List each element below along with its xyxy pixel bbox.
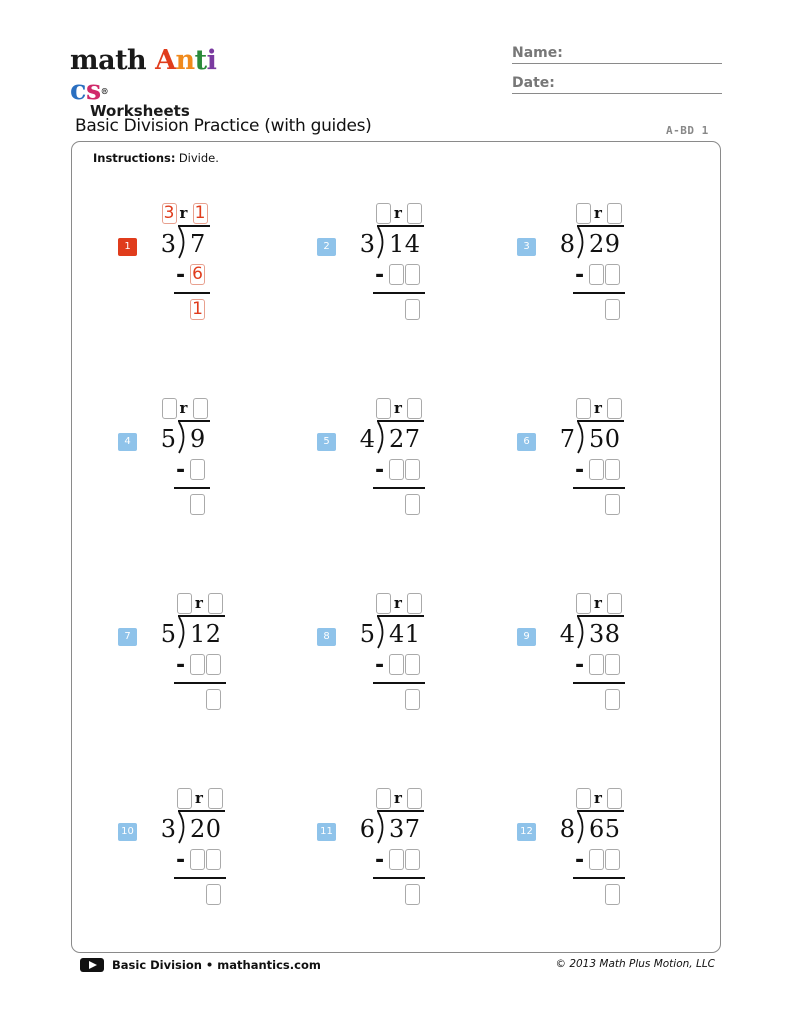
division-bracket — [175, 616, 191, 649]
difference-box[interactable] — [605, 494, 620, 515]
logo-letter: A — [155, 45, 176, 76]
subtraction-line — [573, 682, 625, 684]
division-problem — [317, 393, 477, 523]
quotient-box[interactable] — [177, 788, 192, 809]
subtraction-line — [573, 292, 625, 294]
footer-text: Basic Division • mathantics.com — [112, 958, 321, 972]
dividend: 9 — [190, 425, 206, 453]
divisor: 8 — [559, 815, 575, 843]
problem-number-badge: 11 — [317, 823, 336, 841]
division-problem — [317, 198, 477, 328]
difference-box[interactable] — [605, 299, 620, 320]
remainder-box[interactable] — [407, 398, 422, 419]
logo-letter: s — [85, 75, 101, 106]
division-bar — [577, 615, 624, 617]
problem-number-badge: 10 — [118, 823, 137, 841]
quotient-box[interactable] — [162, 398, 177, 419]
instructions — [93, 151, 219, 165]
remainder-label: r — [594, 204, 602, 222]
dividend: 37 — [389, 815, 421, 843]
problem-number-badge: 4 — [118, 433, 137, 451]
subtraction-box[interactable]: 6 — [190, 264, 205, 285]
minus-sign: - — [375, 848, 385, 873]
problem-number-badge: 6 — [517, 433, 536, 451]
division-problem — [517, 198, 677, 328]
divisor: 6 — [359, 815, 375, 843]
minus-sign: - — [575, 653, 585, 678]
problem-number-badge: 5 — [317, 433, 336, 451]
division-problem — [517, 393, 677, 523]
remainder-box[interactable] — [607, 788, 622, 809]
quotient-box[interactable] — [376, 593, 391, 614]
logo-letter: i — [206, 45, 217, 76]
minus-sign: - — [176, 458, 186, 483]
minus-sign: - — [176, 848, 186, 873]
remainder-label: r — [195, 594, 203, 612]
minus-sign: - — [375, 458, 385, 483]
dividend: 27 — [389, 425, 421, 453]
division-bracket — [574, 811, 590, 844]
divisor: 3 — [160, 815, 176, 843]
logo-letter: c — [70, 75, 86, 106]
quotient-box[interactable] — [376, 398, 391, 419]
remainder-box[interactable] — [407, 788, 422, 809]
quotient-box[interactable] — [576, 593, 591, 614]
subtraction-box[interactable] — [589, 264, 604, 285]
name-field[interactable] — [512, 42, 722, 64]
difference-box[interactable] — [405, 299, 420, 320]
subtraction-line — [573, 877, 625, 879]
divisor: 4 — [359, 425, 375, 453]
youtube-play-icon[interactable] — [80, 958, 104, 972]
problem-number-badge: 2 — [317, 238, 336, 256]
remainder-label: r — [594, 789, 602, 807]
division-bar — [178, 810, 225, 812]
divisor: 5 — [359, 620, 375, 648]
date-field[interactable] — [512, 72, 722, 94]
remainder-label: r — [394, 594, 402, 612]
remainder-label: r — [594, 594, 602, 612]
remainder-box[interactable] — [607, 203, 622, 224]
division-problem — [118, 783, 278, 913]
difference-box[interactable] — [206, 689, 221, 710]
division-bar — [377, 225, 424, 227]
minus-sign: - — [575, 263, 585, 288]
quotient-box[interactable] — [177, 593, 192, 614]
dividend: 7 — [190, 230, 206, 258]
remainder-box[interactable] — [208, 593, 223, 614]
subtraction-box[interactable] — [389, 264, 404, 285]
division-problem — [317, 588, 477, 718]
problem-number-badge: 3 — [517, 238, 536, 256]
division-bracket — [374, 226, 390, 259]
subtraction-box[interactable] — [190, 849, 205, 870]
name-label: Name: — [512, 45, 563, 61]
minus-sign: - — [575, 848, 585, 873]
subtraction-box[interactable] — [605, 654, 620, 675]
divisor: 3 — [160, 230, 176, 258]
subtraction-line — [573, 487, 625, 489]
subtraction-line — [174, 877, 226, 879]
date-label: Date: — [512, 75, 555, 91]
division-bracket — [175, 811, 191, 844]
instructions-text: Divide. — [178, 151, 219, 165]
subtraction-line — [373, 682, 425, 684]
logo-word-math: math — [70, 45, 147, 76]
minus-sign: - — [176, 263, 186, 288]
division-bar — [577, 420, 624, 422]
dividend: 38 — [589, 620, 621, 648]
remainder-label: r — [179, 399, 188, 417]
problem-number-badge: 8 — [317, 628, 336, 646]
quotient-box[interactable]: 3 — [162, 203, 177, 224]
subtraction-box[interactable] — [206, 849, 221, 870]
subtraction-line — [373, 877, 425, 879]
copyright: © 2013 Math Plus Motion, LLC — [555, 958, 715, 970]
subtraction-box[interactable] — [589, 654, 604, 675]
logo-letter: n — [175, 45, 195, 76]
division-bar — [577, 225, 624, 227]
division-problem — [317, 783, 477, 913]
division-problem — [517, 783, 677, 913]
difference-box[interactable] — [605, 884, 620, 905]
quotient-box[interactable] — [376, 788, 391, 809]
difference-box[interactable] — [405, 494, 420, 515]
division-problem — [517, 588, 677, 718]
remainder-box[interactable] — [407, 203, 422, 224]
instructions-label: Instructions: — [93, 151, 176, 165]
subtraction-line — [174, 682, 226, 684]
division-bracket — [574, 616, 590, 649]
subtraction-box[interactable] — [405, 654, 420, 675]
subtraction-line — [373, 292, 425, 294]
division-bracket — [374, 421, 390, 454]
divisor: 4 — [559, 620, 575, 648]
division-bracket — [574, 226, 590, 259]
division-bar — [178, 615, 225, 617]
minus-sign: - — [575, 458, 585, 483]
logo-trademark: ® — [100, 86, 109, 96]
subtraction-box[interactable] — [190, 459, 205, 480]
quotient-box[interactable] — [576, 203, 591, 224]
footer — [80, 958, 321, 972]
dividend: 41 — [389, 620, 421, 648]
difference-box[interactable] — [405, 884, 420, 905]
remainder-box[interactable] — [607, 593, 622, 614]
difference-box[interactable] — [190, 494, 205, 515]
subtraction-box[interactable] — [589, 459, 604, 480]
logo-subtitle: Worksheets — [90, 102, 190, 120]
difference-box[interactable] — [405, 689, 420, 710]
minus-sign: - — [375, 653, 385, 678]
difference-box[interactable] — [605, 689, 620, 710]
dividend: 12 — [190, 620, 222, 648]
worksheet-title: Basic Division Practice (with guides) — [75, 116, 372, 136]
division-bracket — [374, 811, 390, 844]
dividend: 14 — [389, 230, 421, 258]
quotient-box[interactable] — [576, 398, 591, 419]
subtraction-box[interactable] — [605, 849, 620, 870]
problem-number-badge: 1 — [118, 238, 137, 256]
division-bracket — [574, 421, 590, 454]
dividend: 50 — [589, 425, 621, 453]
division-bar — [577, 810, 624, 812]
remainder-box[interactable] — [607, 398, 622, 419]
subtraction-box[interactable] — [605, 459, 620, 480]
divisor: 5 — [160, 425, 176, 453]
logo-letter: t — [194, 45, 207, 76]
subtraction-box[interactable] — [405, 849, 420, 870]
division-bar — [377, 420, 424, 422]
subtraction-box[interactable] — [405, 264, 420, 285]
division-problem — [118, 588, 278, 718]
division-bracket — [175, 421, 191, 454]
division-bracket — [175, 226, 191, 259]
subtraction-box[interactable] — [190, 654, 205, 675]
dividend: 20 — [190, 815, 222, 843]
division-bar — [178, 420, 210, 422]
subtraction-box[interactable] — [206, 654, 221, 675]
subtraction-box[interactable] — [589, 849, 604, 870]
subtraction-box[interactable] — [405, 459, 420, 480]
math-antics-logo — [70, 45, 230, 120]
dividend: 29 — [589, 230, 621, 258]
remainder-label: r — [179, 204, 188, 222]
subtraction-line — [174, 292, 210, 294]
remainder-box[interactable] — [193, 398, 208, 419]
subtraction-box[interactable] — [389, 459, 404, 480]
division-bar — [377, 810, 424, 812]
remainder-box[interactable]: 1 — [193, 203, 208, 224]
divisor: 5 — [160, 620, 176, 648]
division-problem — [118, 393, 278, 523]
divisor: 7 — [559, 425, 575, 453]
subtraction-line — [373, 487, 425, 489]
division-bar — [178, 225, 210, 227]
remainder-label: r — [195, 789, 203, 807]
subtraction-box[interactable] — [389, 849, 404, 870]
remainder-box[interactable] — [407, 593, 422, 614]
minus-sign: - — [375, 263, 385, 288]
remainder-box[interactable] — [208, 788, 223, 809]
difference-box[interactable] — [206, 884, 221, 905]
dividend: 65 — [589, 815, 621, 843]
division-problem — [118, 198, 278, 328]
difference-box[interactable]: 1 — [190, 299, 205, 320]
worksheet-code: A-BD 1 — [666, 124, 709, 137]
divisor: 3 — [359, 230, 375, 258]
subtraction-box[interactable] — [389, 654, 404, 675]
remainder-label: r — [594, 399, 602, 417]
subtraction-box[interactable] — [605, 264, 620, 285]
problem-number-badge: 9 — [517, 628, 536, 646]
problem-number-badge: 12 — [517, 823, 536, 841]
divisor: 8 — [559, 230, 575, 258]
remainder-label: r — [394, 204, 402, 222]
quotient-box[interactable] — [576, 788, 591, 809]
quotient-box[interactable] — [376, 203, 391, 224]
subtraction-line — [174, 487, 210, 489]
division-bracket — [374, 616, 390, 649]
problem-number-badge: 7 — [118, 628, 137, 646]
minus-sign: - — [176, 653, 186, 678]
division-bar — [377, 615, 424, 617]
remainder-label: r — [394, 399, 402, 417]
remainder-label: r — [394, 789, 402, 807]
